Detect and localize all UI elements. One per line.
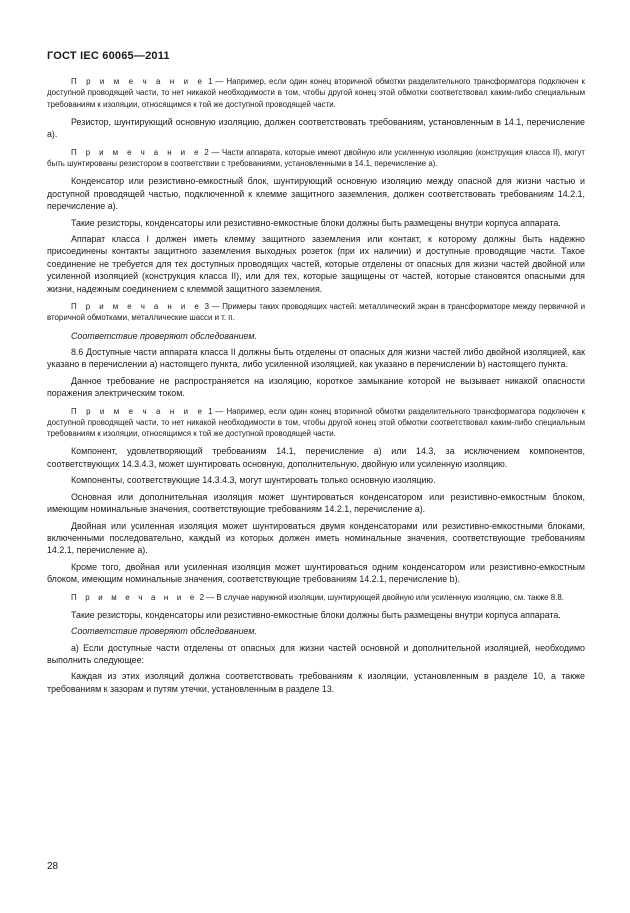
body-paragraph: Аппарат класса I должен иметь клемму защитного заземления или контакт, к которому должны быть надежно присоединены контакты защитного заземления выходных розеток (при их наличии) и доступные проводящие части. Такое соединение не требуется для тех доступных проводящих частей, которые отделены от опасных для жизни частей двойной или усиленной изоляцией (конструкция класса II), или для тех, которые защищены от частей, которые становятся опасными для жизни, надежным соединением с клеммой защитного заземления.: [47, 233, 585, 294]
list-item-a: а) Если доступные части отделены от опасных для жизни частей основной и дополнительной изоляцией, необходимо выполнить следующее:: [47, 642, 585, 666]
note-label: П р и м е ч а н и е: [71, 77, 206, 86]
note-text: 1 — Например, если один конец вторичной обмотки разделительного трансформатора подключен к доступной проводящей части, то нет никакой необходимости в том, чтобы другой конец этой обмотки соответствовал каким-либо специальным требованиям к изоляции, относящимся к той же доступной проводящей части.: [47, 406, 585, 439]
note-paragraph: [47, 406, 585, 440]
page-content: [47, 76, 585, 699]
note-label: П р и м е ч а н и е: [71, 301, 202, 311]
note-text: 3 — Примеры таких проводящих частей: металлический экран в трансформаторе между первичной и вторичной обмотками, металлические шасси и т. п.: [47, 301, 585, 323]
body-paragraph: Такие резисторы, конденсаторы или резистивно-емкостные блоки должны быть размещены внутри корпуса аппарата.: [71, 217, 561, 228]
note-label: П р и м е ч а н и е: [71, 592, 198, 602]
note-label: П р и м е ч а н и е: [71, 147, 202, 157]
body-paragraph: Компонент, удовлетворяющий требованиям 14.1, перечисление а) или 14.3, за исключением компонентов, соответствующих 14.3.4.3, может шунтировать основную, дополнительную, двойную или усиленную изоляцию.: [47, 446, 585, 469]
body-paragraph: Конденсатор или резистивно-емкостный блок, шунтирующий основную изоляцию между опасной для жизни частью и доступной проводящей частью, подключенной к клемме защитного заземления, должен соответствовать требованиям 14.2.1, перечисление а).: [47, 176, 585, 212]
section-8-6: 8.6 Доступные части аппарата класса II должны быть отделены от опасных для жизни частей либо двойной изоляцией, как указано в перечислении а) настоящего пункта, либо усиленной изоляцией, как указано в перечислении b) настоящего пункта.: [47, 346, 585, 370]
compliance-check: Соответствие проверяют обследованием.: [71, 626, 257, 637]
body-paragraph: Кроме того, двойная или усиленная изоляция может шунтироваться одним конденсатором или резистивно-емкостным блоком, имеющим номинальные значения, соответствующие требованиям 14.2.1, перечисление b).: [47, 561, 585, 585]
note-text: 2 — В случае наружной изоляции, шунтирующей двойную или усиленную изоляцию, см. также 8.8.: [197, 592, 564, 602]
compliance-check: Соответствие проверяют обследованием.: [71, 330, 257, 341]
note-paragraph: [47, 301, 585, 324]
document-header: ГОСТ IEC 60065—2011: [47, 50, 170, 62]
body-paragraph: Компоненты, соответствующие 14.3.4.3, могут шунтировать только основную изоляцию.: [71, 475, 436, 486]
note-label: П р и м е ч а н и е: [71, 406, 206, 416]
body-paragraph: Такие резисторы, конденсаторы или резистивно-емкостные блоки должны быть размещены внутри корпуса аппарата.: [71, 609, 561, 620]
note-paragraph: [47, 147, 585, 170]
body-paragraph: Основная или дополнительная изоляция может шунтироваться конденсатором или резистивно-емкостным блоком, имеющим номинальные значения, соответствующие требованиям 14.2.1, перечисление а).: [47, 491, 585, 515]
note-text: 1 — Например, если один конец вторичной обмотки разделительного трансформатора подключен к доступной проводящей части, то нет никакой необходимости в том, чтобы другой конец этой обмотки соответствовал каким-либо специальным требованиям к изоляции, относящимся к той же доступной проводящей части.: [47, 77, 585, 109]
note-paragraph: [47, 76, 585, 110]
body-paragraph: Двойная или усиленная изоляция может шунтироваться двумя конденсаторами или резистивно-емкостными блоками, включенными последовательно, каждый из которых должен иметь номинальные значения, соответствующие требованиям 14.2.1, перечисление а).: [47, 520, 585, 556]
note-text: 2 — Части аппарата, которые имеют двойную или усиленную изоляцию (конструкция класса II), могут быть шунтированы резистором в соответствии с требованиями, установленными в 14.1, перечисление а).: [47, 147, 585, 168]
body-paragraph: Каждая из этих изоляций должна соответствовать требованиям к изоляции, установленным в разделе 10, а также требованиям к зазорам и путям утечки, установленным в разделе 13.: [47, 671, 585, 694]
body-paragraph: Резистор, шунтирующий основную изоляцию, должен соответствовать требованиям, установленным в 14.1, перечисление а).: [47, 116, 585, 140]
note-paragraph: [47, 592, 585, 603]
page-number: 28: [47, 861, 59, 872]
body-paragraph: Данное требование не распространяется на изоляцию, короткое замыкание которой не вызывает никакой опасности поражения электрическим током.: [47, 375, 585, 399]
